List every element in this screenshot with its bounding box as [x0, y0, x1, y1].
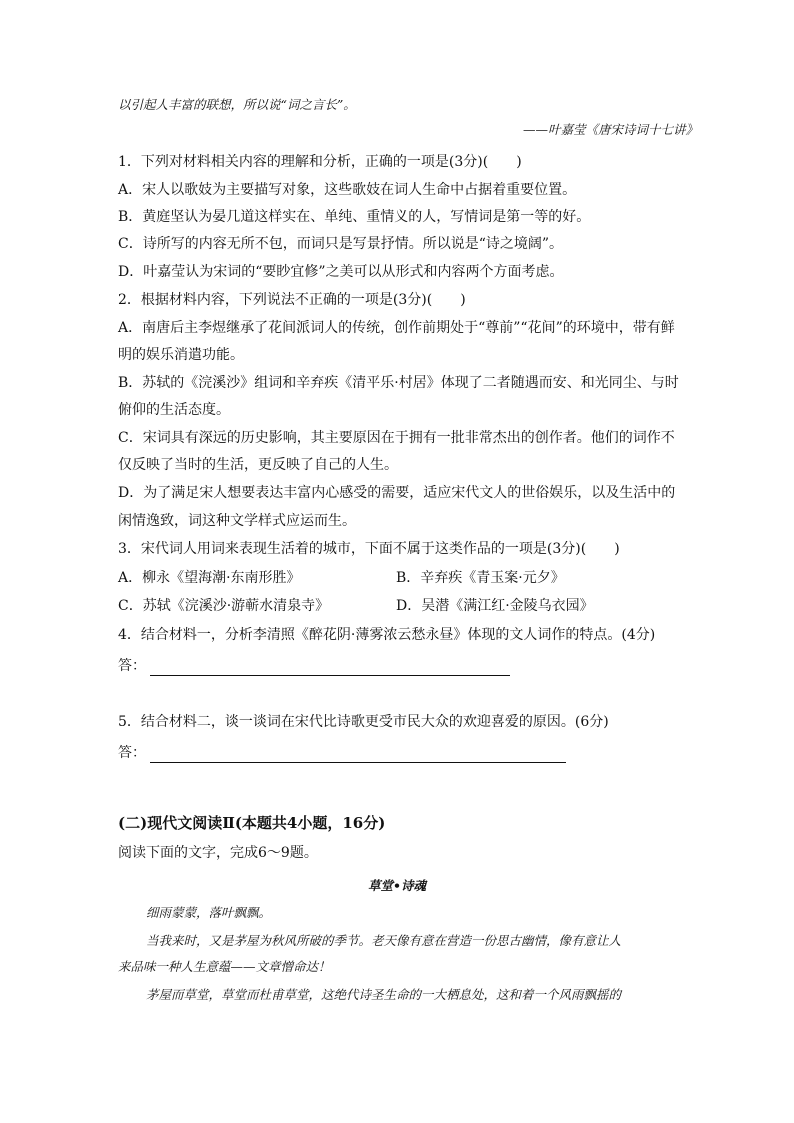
q3-option-d: D．吴潜《满江红·金陵乌衣园》 [396, 598, 594, 614]
q3-option-a: A．柳永《望海潮·东南形胜》 [118, 570, 301, 586]
q2-option-a-line2: 明的娱乐消遣功能。 [118, 347, 244, 363]
intro-line: 以引起人丰富的联想，所以说“词之言长”。 [118, 97, 356, 112]
paragraph-3-line1: 茅屋而草堂，草堂而杜甫草堂，这绝代诗圣生命的一大栖息处，这和着一个风雨飘摇的 [146, 987, 622, 1002]
q2-option-a-line1: A．南唐后主李煜继承了花间派词人的传统，创作前期处于“尊前”“花间”的环境中，带有鲜 [118, 320, 675, 336]
section-instruction: 阅读下面的文字，完成6～9题。 [118, 845, 318, 861]
q4-answer-label: 答： [118, 658, 146, 674]
q5-answer-label: 答： [118, 745, 146, 761]
q5-answer-row [118, 743, 566, 763]
q2-option-c-line2: 仅反映了当时的生活，更反映了自己的人生。 [118, 457, 398, 473]
q2-option-c-line1: C．宋词具有深远的历史影响，其主要原因在于拥有一批非常杰出的创作者。他们的词作不 [118, 430, 675, 446]
q4-answer-row [118, 656, 510, 676]
q2-stem: 2．根据材料内容，下列说法不正确的一项是(3分)( ) [118, 292, 466, 308]
q4-answer-blank[interactable] [150, 661, 510, 676]
q1-option-c: C．诗所写的内容无所不包，而词只是写景抒情。所以说是“诗之境阔”。 [118, 236, 564, 252]
q1-option-a: A．宋人以歌妓为主要描写对象，这些歌妓在词人生命中占据着重要位置。 [118, 182, 577, 198]
q1-option-b: B．黄庭坚认为晏几道这样实在、单纯、重情义的人，写情词是第一等的好。 [118, 209, 591, 225]
q3-option-c: C．苏轼《浣溪沙·游蕲水清泉寺》 [118, 598, 330, 614]
attribution: ——叶嘉莹《唐宋诗词十七讲》 [522, 122, 698, 137]
q3-option-b: B．辛弃疾《青玉案·元夕》 [396, 570, 565, 586]
paragraph-2-line1: 当我来时，又是茅屋为秋风所破的季节。老天像有意在营造一份思古幽情，像有意让人 [146, 933, 622, 948]
paragraph-2-line2: 来品味一种人生意蕴——文章憎命达！ [118, 959, 331, 974]
q4-stem: 4．结合材料一，分析李清照《醉花阴·薄雾浓云愁永昼》体现的文人词作的特点。(4分) [118, 627, 656, 643]
section-title: (二)现代文阅读Ⅱ(本题共4小题，16分) [118, 814, 386, 832]
q5-stem: 5．结合材料二，谈一谈词在宋代比诗歌更受市民大众的欢迎喜爱的原因。(6分) [118, 714, 609, 730]
poem-title: 草堂•诗魂 [368, 878, 426, 893]
q2-option-d-line2: 闲情逸致，词这种文学样式应运而生。 [118, 513, 356, 529]
q3-stem: 3．宋代词人用词来表现生活着的城市，下面不属于这类作品的一项是(3分)( ) [118, 541, 620, 557]
q5-answer-blank[interactable] [150, 748, 566, 763]
paragraph-1: 细雨蒙蒙，落叶飘飘。 [146, 905, 272, 920]
q2-option-b-line1: B．苏轼的《浣溪沙》组词和辛弃疾《清平乐·村居》体现了二者随遇而安、和光同尘、与时 [118, 375, 679, 391]
q2-option-d-line1: D．为了满足宋人想要表达丰富内心感受的需要，适应宋代文人的世俗娱乐，以及生活中的 [118, 485, 676, 501]
q1-stem: 1．下列对材料相关内容的理解和分析，正确的一项是(3分)( ) [118, 154, 522, 170]
q1-option-d: D．叶嘉莹认为宋词的“要眇宜修”之美可以从形式和内容两个方面考虑。 [118, 264, 564, 280]
q2-option-b-line2: 俯仰的生活态度。 [118, 402, 230, 418]
